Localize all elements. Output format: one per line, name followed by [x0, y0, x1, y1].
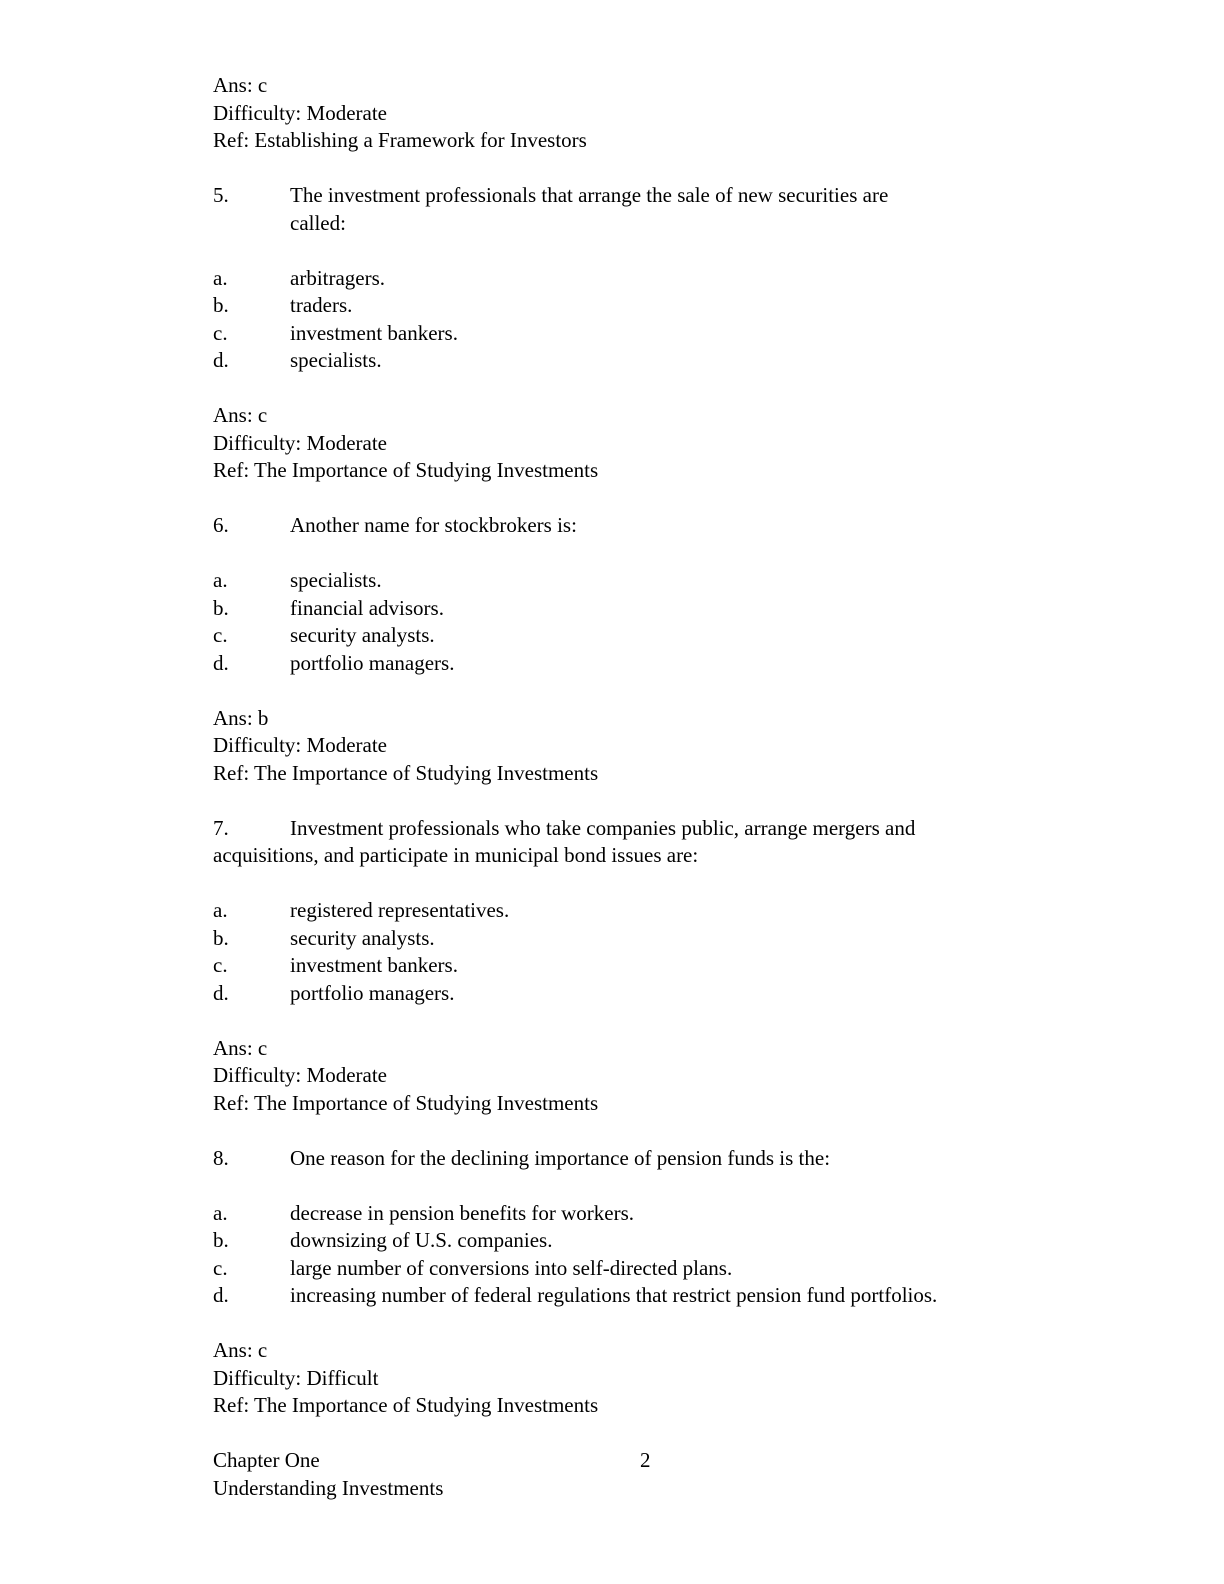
text-row	[213, 1282, 1184, 1310]
option-letter: a.	[213, 568, 228, 592]
question-text: One reason for the declining importance of pension funds is the:	[290, 1145, 831, 1170]
text-row	[213, 265, 1184, 293]
option-letter: b.	[213, 595, 229, 620]
option-letter: b.	[213, 293, 229, 317]
option-letter: b.	[213, 925, 229, 950]
option-text: financial advisors.	[290, 595, 444, 620]
difficulty-line: Difficulty: Moderate	[213, 430, 387, 455]
option-text: specialists.	[290, 568, 382, 592]
options-block	[213, 1200, 1184, 1310]
options-block	[213, 897, 1184, 1007]
option-text: security analysts.	[290, 623, 435, 647]
option-letter: c.	[213, 320, 228, 345]
question-number: 5.	[213, 183, 229, 207]
option-text: arbitragers.	[290, 265, 386, 290]
text-row	[213, 897, 1184, 925]
text-row	[213, 1145, 1184, 1173]
question-block	[213, 182, 1184, 237]
text-row	[213, 1200, 1184, 1228]
reference-line: Ref: Establishing a Framework for Investors	[213, 128, 587, 152]
option-text: downsizing of U.S. companies.	[290, 1228, 553, 1252]
question-block	[213, 512, 1184, 540]
difficulty-line: Difficulty: Moderate	[213, 733, 387, 757]
text-row	[213, 815, 1184, 843]
option-letter: a.	[213, 265, 228, 290]
option-letter: d.	[213, 980, 229, 1005]
text-row	[213, 567, 1184, 595]
answer-line: Ans: b	[213, 705, 269, 730]
footer-book-title: Understanding Investments	[213, 1475, 444, 1500]
option-letter: c.	[213, 953, 228, 977]
option-text: registered representatives.	[290, 898, 510, 922]
text-row	[213, 595, 1184, 623]
question-indent	[213, 210, 290, 238]
page-content	[213, 72, 1184, 1502]
footer-chapter: Chapter One	[213, 1448, 320, 1472]
question-text: Investment professionals who take companies public, arrange mergers and	[290, 815, 916, 840]
answer-line: Ans: c	[213, 403, 268, 427]
answer-block	[213, 1337, 1184, 1420]
option-text: large number of conversions into self-directed plans.	[290, 1255, 733, 1280]
option-letter: b.	[213, 1228, 229, 1252]
text-row	[213, 512, 1184, 540]
reference-line: Ref: The Importance of Studying Investments	[213, 1393, 599, 1417]
question-text: Another name for stockbrokers is:	[290, 513, 577, 537]
question-text-continuation: acquisitions, and participate in municipal bond issues are:	[213, 843, 699, 867]
page-number: 2	[640, 1448, 651, 1472]
reference-line: Ref: The Importance of Studying Investments	[213, 458, 599, 482]
text-row	[213, 182, 1184, 210]
option-text: specialists.	[290, 348, 382, 372]
answer-block	[213, 705, 1184, 788]
reference-line: Ref: The Importance of Studying Investments	[213, 760, 599, 785]
option-letter: c.	[213, 623, 228, 647]
text-row	[213, 980, 1184, 1008]
difficulty-line: Difficulty: Moderate	[213, 100, 387, 125]
text-row	[213, 1255, 1184, 1283]
option-letter: d.	[213, 348, 229, 372]
text-row	[213, 210, 1184, 238]
text-row	[213, 952, 1184, 980]
text-row	[213, 1227, 1184, 1255]
option-text: security analysts.	[290, 925, 435, 950]
reference-line: Ref: The Importance of Studying Investments	[213, 1090, 599, 1115]
text-row	[213, 650, 1184, 678]
question-text: called:	[290, 210, 346, 235]
option-letter: a.	[213, 1200, 228, 1225]
answer-line: Ans: c	[213, 1035, 268, 1060]
option-text: investment bankers.	[290, 320, 458, 345]
answer-block	[213, 1035, 1184, 1118]
option-letter: c.	[213, 1255, 228, 1280]
question-text: The investment professionals that arrange the sale of new securities are	[290, 183, 889, 207]
option-text: traders.	[290, 293, 353, 317]
option-text: decrease in pension benefits for workers.	[290, 1200, 635, 1225]
option-text: portfolio managers.	[290, 650, 455, 675]
text-row	[213, 292, 1184, 320]
question-number: 8.	[213, 1145, 229, 1170]
text-row	[213, 925, 1184, 953]
question-number: 7.	[213, 815, 229, 840]
answer-line: Ans: c	[213, 73, 268, 97]
options-block	[213, 265, 1184, 375]
question-block	[213, 1145, 1184, 1173]
answer-block-leading	[213, 72, 1184, 155]
answer-block	[213, 402, 1184, 485]
page-footer	[213, 1447, 1184, 1502]
text-row	[213, 622, 1184, 650]
difficulty-line: Difficulty: Moderate	[213, 1063, 387, 1087]
text-row	[213, 320, 1184, 348]
option-letter: d.	[213, 650, 229, 675]
answer-line: Ans: c	[213, 1338, 268, 1362]
option-letter: d.	[213, 1283, 229, 1307]
difficulty-line: Difficulty: Difficult	[213, 1365, 379, 1390]
options-block	[213, 567, 1184, 677]
text-row	[213, 347, 1184, 375]
question-block	[213, 815, 1184, 870]
option-text: portfolio managers.	[290, 980, 455, 1005]
option-text: investment bankers.	[290, 953, 458, 977]
questions-container	[213, 182, 1184, 1420]
option-text: increasing number of federal regulations that restrict pension fund portfolios.	[290, 1283, 938, 1307]
option-letter: a.	[213, 898, 228, 922]
question-number: 6.	[213, 513, 229, 537]
